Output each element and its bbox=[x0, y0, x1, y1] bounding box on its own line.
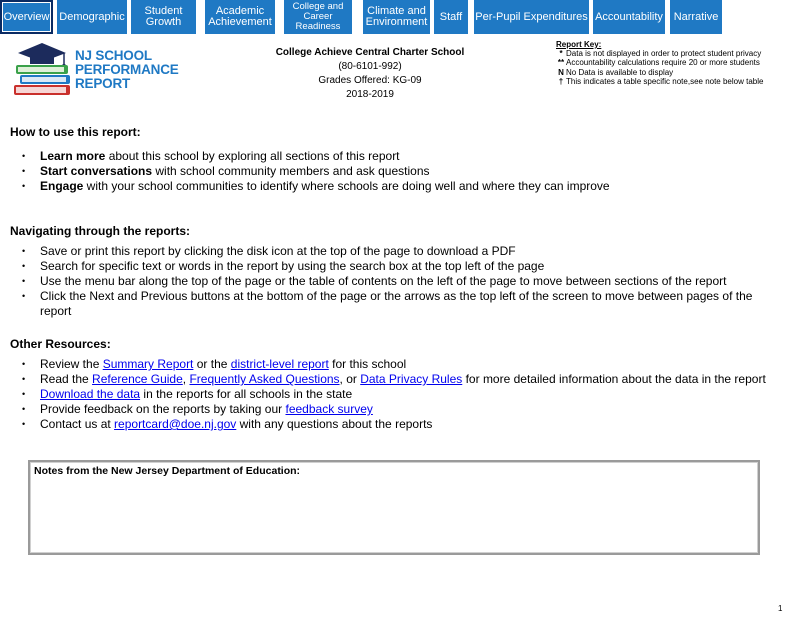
report-key-row: * Data is not displayed in order to protect student privacy bbox=[559, 49, 762, 59]
tab-student-growth[interactable]: Student Growth bbox=[131, 0, 196, 34]
notes-box bbox=[28, 460, 760, 555]
how-to-use-list bbox=[22, 149, 782, 194]
other-resources-heading: Other Resources: bbox=[10, 337, 111, 351]
report-key-row: N No Data is available to display bbox=[558, 67, 674, 77]
list-item: • Provide feedback on the reports by taking our feedback survey bbox=[22, 402, 782, 417]
tab-narrative[interactable]: Narrative bbox=[670, 0, 722, 34]
list-item: • Use the menu bar along the top of the page or the table of contents on the left of the page to move between sections of the report bbox=[22, 274, 782, 289]
other-resources-list bbox=[22, 357, 782, 432]
list-item: • Learn more about this school by exploring all sections of this report bbox=[22, 149, 782, 164]
page-number: 1 bbox=[778, 604, 783, 613]
navigating-list bbox=[22, 244, 782, 319]
report-key-row: † This indicates a table specific note,see note below table bbox=[558, 76, 764, 86]
school-info bbox=[250, 46, 490, 102]
tab-college-career-readiness[interactable]: College and Career Readiness bbox=[284, 0, 352, 34]
list-item: • Click the Next and Previous buttons at the bottom of the page or the arrows as the top left of the screen to move between pages of the report bbox=[22, 289, 782, 319]
list-item: • Search for specific text or words in the report by using the search box at the top left of the page bbox=[22, 259, 782, 274]
notes-title: Notes from the New Jersey Department of Education: bbox=[34, 465, 301, 477]
how-to-use-heading: How to use this report: bbox=[10, 125, 141, 139]
list-item: • Contact us at reportcard@doe.nj.gov with any questions about the reports bbox=[22, 417, 782, 432]
tab-accountability[interactable]: Accountability bbox=[593, 0, 665, 34]
school-name: College Achieve Central Charter School bbox=[275, 47, 465, 58]
tab-staff[interactable]: Staff bbox=[434, 0, 468, 34]
grades-offered: Grades Offered: KG-09 bbox=[318, 75, 422, 86]
contact-email-link[interactable]: reportcard@doe.nj.gov bbox=[114, 417, 237, 431]
school-year: 2018-2019 bbox=[346, 89, 394, 100]
navigating-heading: Navigating through the reports: bbox=[10, 224, 190, 238]
list-item: • Start conversations with school community members and ask questions bbox=[22, 164, 782, 179]
tab-demographic[interactable]: Demographic bbox=[57, 0, 127, 34]
list-item: • Save or print this report by clicking the disk icon at the top of the page to download a PDF bbox=[22, 244, 782, 259]
list-item: • Download the data in the reports for all schools in the state bbox=[22, 387, 782, 402]
list-item: • Review the Summary Report or the district-level report for this school bbox=[22, 357, 782, 372]
report-key-title: Report Key: bbox=[556, 40, 602, 49]
report-key bbox=[556, 40, 796, 86]
list-item: • Read the Reference Guide, Frequently Asked Questions, or Data Privacy Rules for more detailed information about the data in the report bbox=[22, 372, 782, 387]
download-data-link[interactable]: Download the data bbox=[40, 387, 141, 401]
report-key-row: ** Accountability calculations require 20 or more students bbox=[557, 58, 760, 68]
district-level-report-link[interactable]: district-level report bbox=[230, 357, 329, 371]
tab-climate-environment[interactable]: Climate and Environment bbox=[363, 0, 430, 34]
school-code: (80-6101-992) bbox=[338, 61, 402, 72]
tab-per-pupil-expenditures[interactable]: Per-Pupil Expenditures bbox=[474, 0, 589, 34]
logo-wordmark: NJ SCHOOL PERFORMANCE REPORT bbox=[75, 48, 179, 91]
reference-guide-link[interactable]: Reference Guide bbox=[92, 372, 183, 386]
data-privacy-rules-link[interactable]: Data Privacy Rules bbox=[360, 372, 463, 386]
summary-report-link[interactable]: Summary Report bbox=[102, 357, 194, 371]
feedback-survey-link[interactable]: feedback survey bbox=[285, 402, 373, 416]
tab-overview[interactable]: Overview bbox=[0, 0, 53, 34]
tab-academic-achievement[interactable]: Academic Achievement bbox=[205, 0, 275, 34]
list-item: • Engage with your school communities to identify where schools are doing well and where they can improve bbox=[22, 179, 782, 194]
faq-link[interactable]: Frequently Asked Questions bbox=[189, 372, 340, 386]
